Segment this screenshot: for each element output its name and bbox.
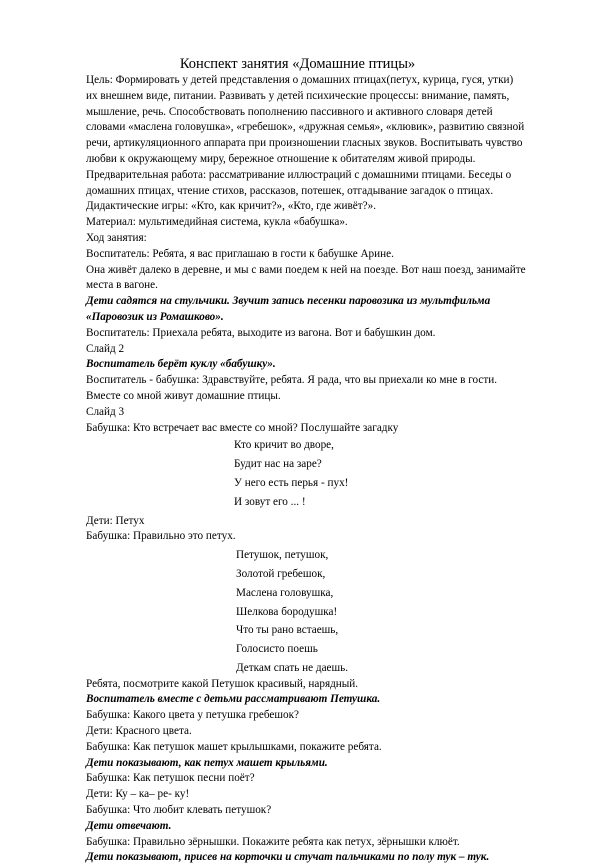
instruction-4: Дети показывают, как петух машет крыльями. <box>86 756 328 769</box>
grandma-grains: Бабушка: Правильно зёрнышки. Покажите ребята как петух, зёрнышки клюёт. <box>86 835 460 848</box>
answer-red: Дети: Красного цвета. <box>86 725 192 738</box>
document-title: Конспект занятия «Домашние птицы» <box>179 56 416 72</box>
question-wings: Бабушка: Как петушок машет крылышками, покажите ребята. <box>86 740 382 753</box>
instruction-1: Дети садятся на стульчики. Звучит запись песенки паровозика из мультфильма «Паровозик из Ромашково». <box>86 295 491 323</box>
poem-line: Петушок, петушок, <box>236 549 329 562</box>
course-heading: Ход занятия: <box>86 231 147 244</box>
question-peck: Бабушка: Что любит клевать петушок? <box>86 804 272 817</box>
grandma-riddle-intro: Бабушка: Кто встречает вас вместе со мной? Послушайте загадку <box>86 421 399 434</box>
slide-3-label: Слайд 3 <box>86 405 125 418</box>
document-body <box>86 73 526 866</box>
instruction-6: Дети показывают, присев на корточки и стучат пальчиками по полу тук – тук. <box>86 851 490 864</box>
teacher-line-1: Воспитатель: Ребята, я вас приглашаю в гости к бабушке Арине. <box>86 247 394 260</box>
slide-2-label: Слайд 2 <box>86 342 125 355</box>
answer-song: Дети: Ку – ка– ре- ку! <box>86 788 190 801</box>
grandma-correct: Бабушка: Правильно это петух. <box>86 530 236 543</box>
preparation-paragraph: Предварительная работа: рассматривание иллюстраций с домашними птицами. Беседы о домашних птицах, чтение стихов, рассказов, потешек, отгадывание загадок о птицах. <box>86 168 512 197</box>
children-answer: Дети: Петух <box>86 514 145 527</box>
games-line: Дидактические игры: «Кто, как кричит?», «Кто, где живёт?». <box>86 200 376 213</box>
poem-line: Деткам спать не даешь. <box>236 661 349 674</box>
question-comb-color: Бабушка: Какого цвета у петушка гребешок? <box>86 709 299 722</box>
question-song: Бабушка: Как петушок песни поёт? <box>86 772 255 785</box>
material-line: Материал: мультимедийная система, кукла «бабушка». <box>86 216 348 229</box>
look-at-rooster: Ребята, посмотрите какой Петушок красивый, нарядный. <box>86 677 359 690</box>
teacher-line-2: Она живёт далеко в деревне, и мы с вами поедем к ней на поезде. Вот наш поезд, занимайте места в вагоне. <box>86 263 526 292</box>
instruction-2: Воспитатель берёт куклу «бабушку». <box>86 358 276 371</box>
instruction-5: Дети отвечают. <box>86 819 172 832</box>
instruction-3: Воспитатель вместе с детьми рассматривают Петушка. <box>86 693 381 706</box>
grandma-birds-line: Вместе со мной живут домашние птицы. <box>86 389 281 402</box>
poem-line: Голосисто поешь <box>236 643 318 656</box>
riddle-line: У него есть перья - пух! <box>234 476 349 489</box>
riddle-line: Кто кричит во дворе, <box>234 439 334 452</box>
poem-line: Что ты рано встаешь, <box>236 624 339 637</box>
poem-line: Маслена головушка, <box>236 586 334 599</box>
goal-paragraph: Цель: Формировать у детей представления о домашних птицах(петух, курица, гуся, утки) их внешнем виде, питании. Развивать у детей психические процессы: внимание, память, мышление, речь. Способствовать пополнению пассивного и активного словаря детей словами «маслена головушка», «гребешок», «дружная семья», «клювик», развитию связной речи, артикуляционного аппарата при произношении гласных звуков. Воспитывать чувство любви к окружающему миру, бережное отношение к обитателям живой природы. <box>86 74 525 165</box>
poem-line: Шелкова бородушка! <box>236 605 338 618</box>
riddle-line: Будит нас на заре? <box>234 458 322 471</box>
teacher-line-3: Воспитатель: Приехала ребята, выходите из вагона. Вот и бабушкин дом. <box>86 326 436 339</box>
riddle-line: И зовут его ... ! <box>234 495 306 508</box>
grandma-greeting: Воспитатель - бабушка: Здравствуйте, ребята. Я рада, что вы приехали ко мне в гости. <box>86 374 498 387</box>
poem-line: Золотой гребешок, <box>236 567 326 580</box>
